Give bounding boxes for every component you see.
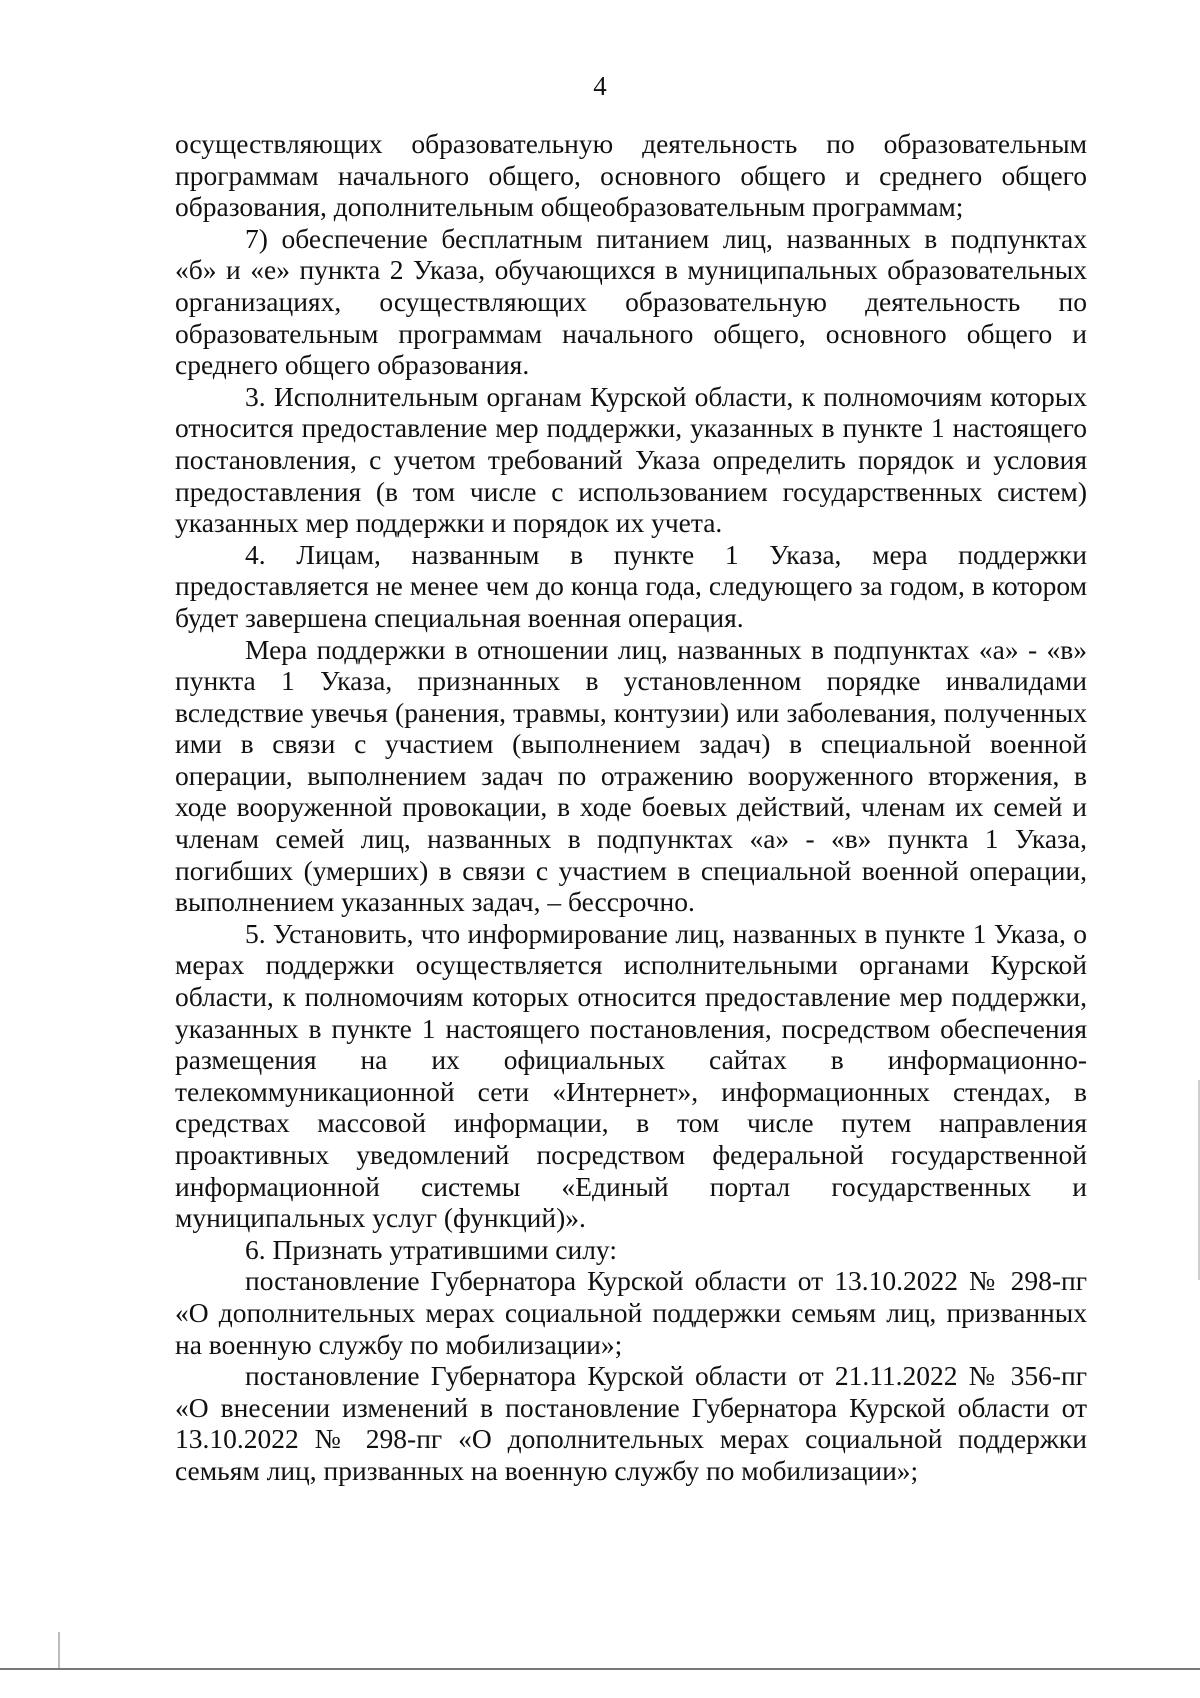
document-body (175, 128, 1087, 1487)
page-number: 4 (593, 71, 607, 101)
paragraph-item-7: 7) обеспечение бесплатным питанием лиц, названных в подпунктах «б» и «е» пункта 2 Указа, обучающихся в муниципальных образовательных организациях, осуществляющих образовательную деятельность по образовательным программам начального общего, основного общего и среднего общего образования. (175, 222, 1087, 381)
paragraph-continuation: осуществляющих образовательную деятельность по образовательным программам начального общего, основного общего и среднего общего образования, дополнительным общеобразовательным программам; (175, 128, 1087, 223)
paragraph-clause-4: 4. Лицам, названным в пункте 1 Указа, мера поддержки предоставляется не менее чем до конца года, следующего за годом, в котором будет завершена специальная военная операция. (175, 538, 1087, 633)
paragraph-clause-6: 6. Признать утратившими силу: (245, 1233, 617, 1265)
paragraph-clause-5: 5. Установить, что информирование лиц, названных в пункте 1 Указа, о мерах поддержки осуществляется исполнительными органами Курской области, к полномочиям которых относится предоставление мер поддержки, указанных в пункте 1 настоящего постановления, посредством обеспечения размещения на их официальных сайтах в информационно-телекоммуникационной сети «Интернет», информационных стендах, в средствах массовой информации, в том числе путем направления проактивных уведомлений посредством федеральной государственной информационной системы «Единый портал государственных и муниципальных услуг (функций)». (175, 917, 1087, 1234)
paragraph-clause-3: 3. Исполнительным органам Курской области, к полномочиям которых относится предоставление мер поддержки, указанных в пункте 1 настоящего постановления, с учетом требований Указа определить порядок и условия предоставления (в том числе с использованием государственных систем) указанных мер поддержки и порядок их учета. (175, 380, 1087, 539)
paragraph-repealed-act-2: постановление Губернатора Курской области от 21.11.2022 № 356-пг «О внесении изменений в постановление Губернатора Курской области от 13.10.2022 № 298-пг «О дополнительных мерах социальной поддержки семьям лиц, призванных на военную службу по мобилизации»; (175, 1360, 1087, 1486)
scan-edge-bottom (0, 1668, 1200, 1670)
paragraph-clause-4-support: Мера поддержки в отношении лиц, названных в подпунктах «а» - «в» пункта 1 Указа, признанных в установленном порядке инвалидами вследствие увечья (ранения, травмы, контузии) или заболевания, полученных ими в связи с участием (выполнением задач) в специальной военной операции, выполнением задач по отражению вооруженного вторжения, в ходе вооруженной провокации, в ходе боевых действий, членам их семей и членам семей лиц, названных в подпунктах «а» - «в» пункта 1 Указа, погибших (умерших) в связи с участием в специальной военной операции, выполнением указанных задач, – бессрочно. (175, 633, 1087, 918)
scan-edge-left (58, 1632, 60, 1668)
paragraph-repealed-act-1: постановление Губернатора Курской области от 13.10.2022 № 298-пг «О дополнительных мерах социальной поддержки семьям лиц, призванных на военную службу по мобилизации»; (175, 1265, 1087, 1360)
